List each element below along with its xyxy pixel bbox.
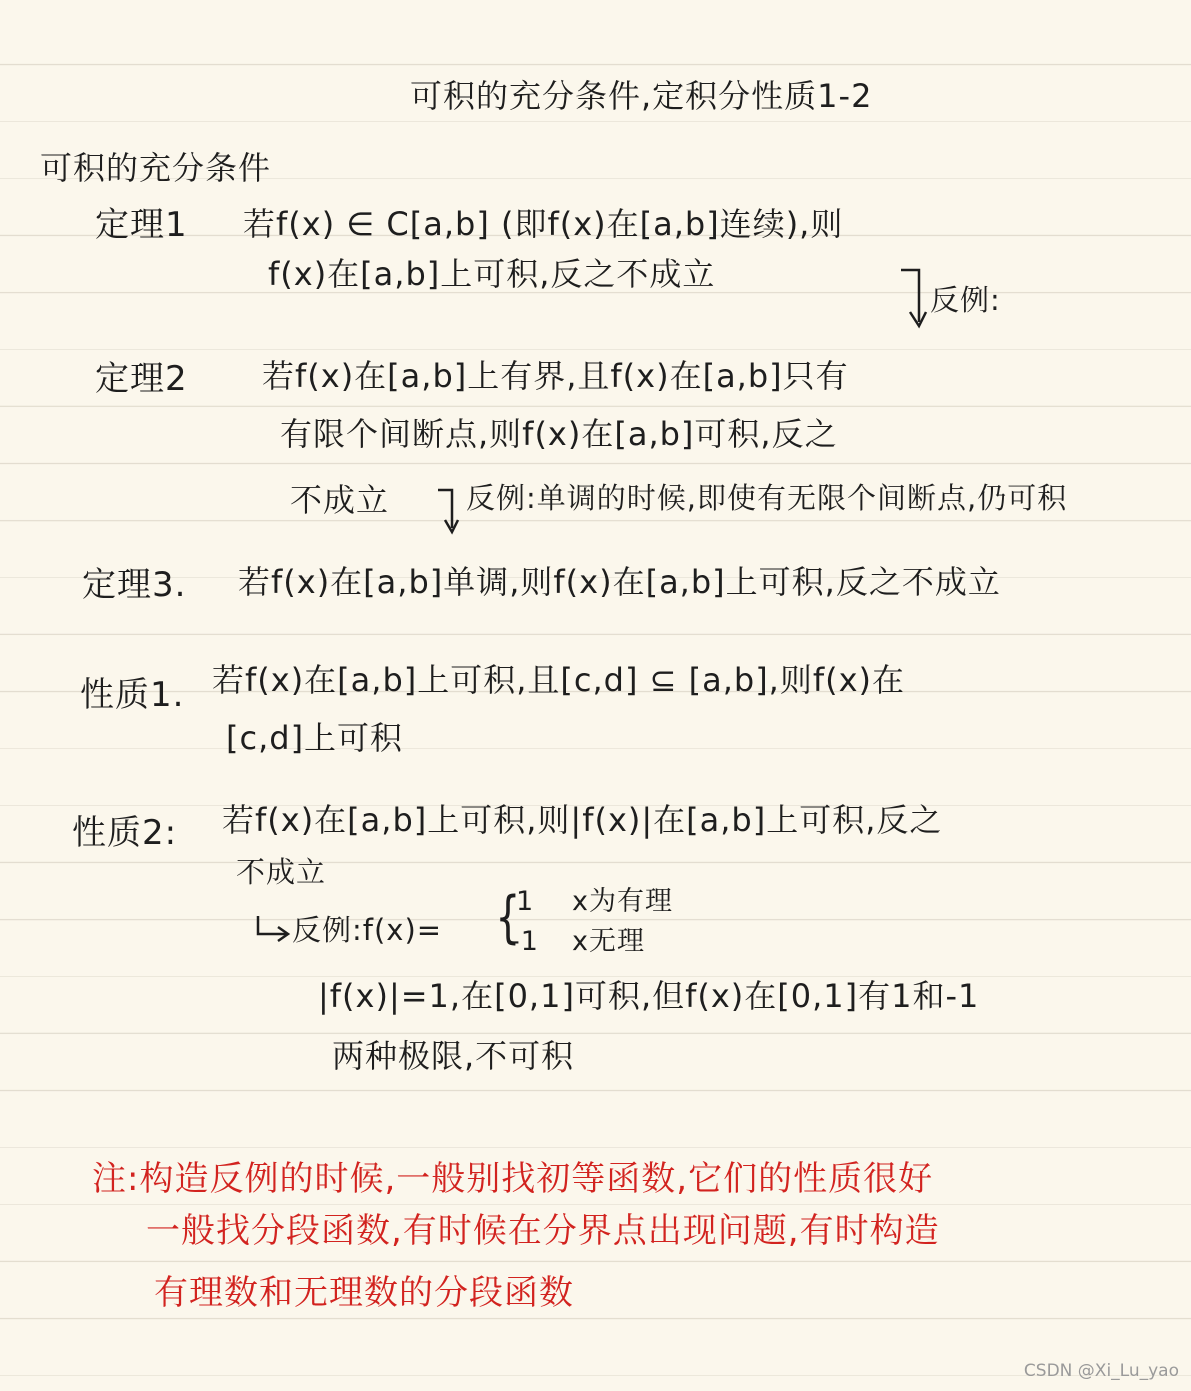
property2-label: 性质2: <box>72 813 178 853</box>
case2-condition: x无理 <box>572 926 645 957</box>
turn-arrow-icon <box>252 912 292 948</box>
case1-condition: x为有理 <box>572 886 673 917</box>
case2-value: -1 <box>510 926 539 957</box>
theorem1-line2: f(x)在[a,b]上可积,反之不成立 <box>268 255 716 293</box>
red-note-line3: 有理数和无理数的分段函数 <box>154 1273 574 1313</box>
property2-note-line2: 两种极限,不可积 <box>332 1037 575 1075</box>
case1-value: 1 <box>516 886 535 917</box>
property1-line2: [c,d]上可积 <box>226 719 404 757</box>
property2-line2: 不成立 <box>236 855 327 889</box>
theorem2-line1: 若f(x)在[a,b]上有界,且f(x)在[a,b]只有 <box>262 357 849 395</box>
hook-arrow-icon <box>432 484 466 538</box>
theorem3-label: 定理3. <box>82 565 187 605</box>
theorem3-line1: 若f(x)在[a,b]单调,则f(x)在[a,b]上可积,反之不成立 <box>238 563 1001 601</box>
left-brace-icon: { <box>495 885 521 950</box>
property2-counter-prefix: 反例:f(x)= <box>292 913 443 947</box>
red-note-line2: 一般找分段函数,有时候在分界点出现问题,有时构造 <box>146 1211 940 1251</box>
property1-label: 性质1. <box>80 675 185 715</box>
theorem2-label: 定理2 <box>95 359 188 399</box>
property2-line1: 若f(x)在[a,b]上可积,则|f(x)|在[a,b]上可积,反之 <box>222 801 943 839</box>
down-arrow-icon <box>893 262 933 334</box>
theorem2-line2: 有限个间断点,则f(x)在[a,b]可积,反之 <box>280 415 838 453</box>
theorem1-line1: 若f(x) ∈ C[a,b] (即f(x)在[a,b]连续),则 <box>243 205 844 243</box>
theorem1-label: 定理1 <box>95 205 188 245</box>
red-note-line1: 注:构造反例的时候,一般别找初等函数,它们的性质很好 <box>92 1159 934 1199</box>
property1-line1: 若f(x)在[a,b]上可积,且[c,d] ⊆ [a,b],则f(x)在 <box>212 661 906 699</box>
watermark: CSDN @Xi_Lu_yao <box>1023 1361 1179 1381</box>
theorem2-line3: 不成立 <box>290 481 390 519</box>
page-title: 可积的充分条件,定积分性质1-2 <box>410 77 873 115</box>
theorem2-counter-example: 反例:单调的时候,即使有无限个间断点,仍可积 <box>466 481 1068 515</box>
property2-note-line1: |f(x)|=1,在[0,1]可积,但f(x)在[0,1]有1和-1 <box>318 977 980 1015</box>
theorem1-counter-label: 反例: <box>930 283 1001 317</box>
section-heading: 可积的充分条件 <box>40 149 272 187</box>
